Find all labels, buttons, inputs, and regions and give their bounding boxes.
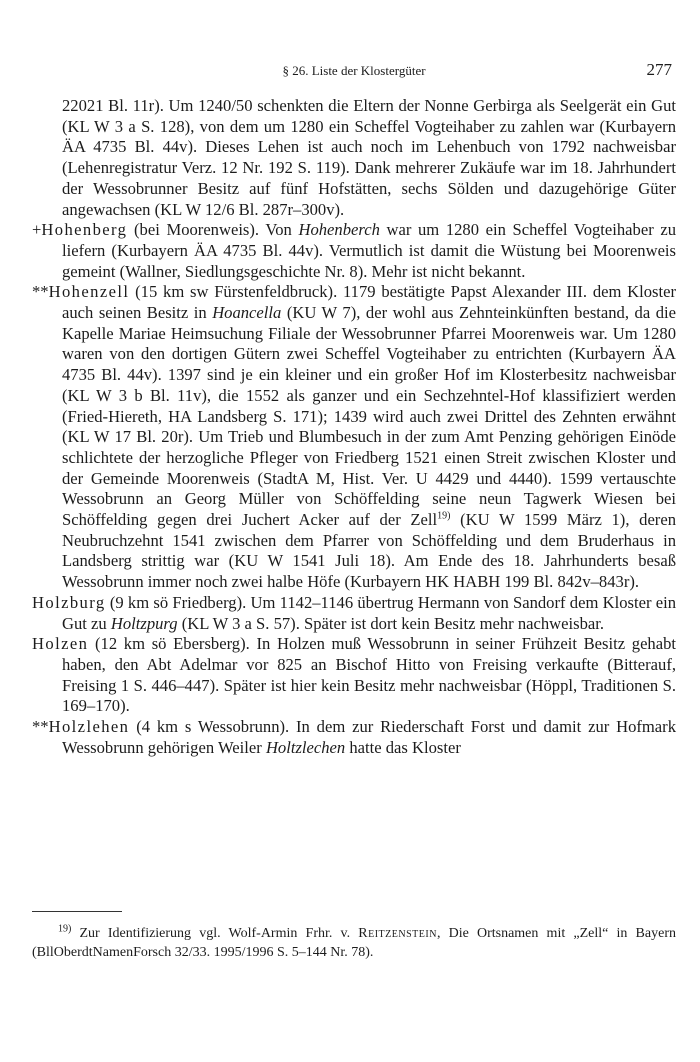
footnote-mark: 19) [58, 923, 72, 935]
section-title: § 26. Liste der Klostergüter [282, 63, 426, 78]
footnote-author: Reitzenstein [358, 926, 437, 941]
entry-keyword: Holzburg [32, 592, 106, 612]
footnote-divider [32, 911, 122, 912]
entry-continuation: 22021 Bl. 11r). Um 1240/50 schenkten die Eltern der Nonne Gerbirga als Seelgerät ein Gut (KL W 3 a S. 128), von dem um 1280 ein Scheffel Vogteihaber zu zahlen war (Kurbayern ÄA 4735 Bl. 44v). Dieses Lehen ist auch noch im Lehenbuch von 1792 nachweisbar (Lehenregistratur Verz. 12 Nr. 192 S. 119). Dank mehrerer Zukäufe war im 18. Jahrhundert der Wessobrunner Besitz auf fünf Hofstätten, sechs Sölden und dazugehörige Güter angewachsen (KL W 12/6 Bl. 287r–300v). [62, 96, 676, 219]
entry-holzen: Holzen (12 km sö Ebersberg). In Holzen muß Wessobrunn in seiner Frühzeit Besitz gehabt haben, den Abt Adelmar vor 825 an Bischof Hitto von Freising verkaufte (Bitterauf, Freising 1 S. 446–447). Später ist hier kein Besitz mehr nachweisbar (Höppl, Traditionen S. 169–170). [32, 634, 676, 716]
entry-holzburg: Holzburg (9 km sö Friedberg). Um 1142–1146 übertrug Hermann von Sandorf dem Kloster ein Gut zu Holtzpurg (KL W 3 a S. 57). Später ist dort kein Besitz mehr nachweisbar. [32, 592, 676, 633]
entry-holzlehen: **Holzlehen (4 km s Wessobrunn). In dem zur Riederschaft Forst und damit zur Hofmark Wessobrunn gehörigen Weiler Holtzlechen hatte das Kloster [32, 717, 676, 757]
entry-hohenzell: **Hohenzell (15 km sw Fürstenfeldbruck). 1179 bestätigte Papst Alexander III. dem Kloster auch seinen Besitz in Hoancella (KU W 7), der wohl aus Zehnteinkünften bestand, da die Kapelle Mariae Heimsuchung Filiale der Wessobrunner Pfarrei Moorenweis war. Um 1280 waren von den dortigen Gütern zwei Scheffel Vogteihaber zu entrichten (Kurbayern ÄA 4735 Bl. 44v). 1397 sind je ein kleiner und ein großer Hof im Klosterbesitz nachweisbar (KL W 3 b Bl. 11v), die 1552 als ganzer und ein Sechzehntel-Hof klassifiziert werden (Fried-Hiereth, HA Landsberg S. 171); 1439 wird auch zwei Drittel des Zehnten erwähnt (KL W 17 Bl. 20r). Um Trieb und Blumbesuch in der zum Amt Penzing gehörigen Einöde schlichtete der herzogliche Pfleger von Friedberg 1521 einen Streit zwischen Kloster und der Gemeinde Moorenweis (StadtA M, Hist. Ver. U 4429 und 4440). 1599 vertauschte Wessobrunn an Georg Müller von Schöffelding seine neun Tagwerk Wiesen bei Schöffelding gegen drei Juchert Acker auf der Zell$^{19)}$ (KU W 1599 März 1), deren Neubruchzehnt 1541 zwischen dem Pfarrer von Schöffelding und dem Bruderhaus in Landsberg strittig war (KU W 1541 Juli 18). Am Ende des 18. Jahrhunderts besaß Wessobrunn immer noch zwei halbe Höfe (Kurbayern HK HABH 199 Bl. 842v–843r). [32, 282, 676, 592]
entry-hohenberg: +Hohenberg (bei Moorenweis). Von Hohenberch war um 1280 ein Scheffel Vogteihaber zu liefern (Kurbayern ÄA 4735 Bl. 44v). Vermutlich ist damit die Wüstung bei Moorenweis gemeint (Wallner, Siedlungsgeschichte Nr. 8). Mehr ist nicht bekannt. [32, 220, 677, 281]
entry-keyword: Hohenberg [41, 220, 128, 240]
main-text [32, 96, 676, 759]
footnote: $^{19)}$ Zur Identifizierung vgl. Wolf-Armin Frhr. v. Reitzenstein, Die Ortsnamen mit „Zell“ in Bayern (BllOberdtNamenForsch 32/33. 1995/1996 S. 5–144 Nr. 78). [32, 923, 676, 960]
entry-keyword: Hohenzell [48, 282, 130, 302]
entry-keyword: Holzlehen [48, 717, 130, 737]
footnote-reference: 19) [437, 510, 451, 522]
page-number: 277 [646, 60, 672, 79]
document-page [32, 0, 676, 1062]
running-header [32, 60, 676, 82]
entry-keyword: Holzen [32, 634, 89, 654]
